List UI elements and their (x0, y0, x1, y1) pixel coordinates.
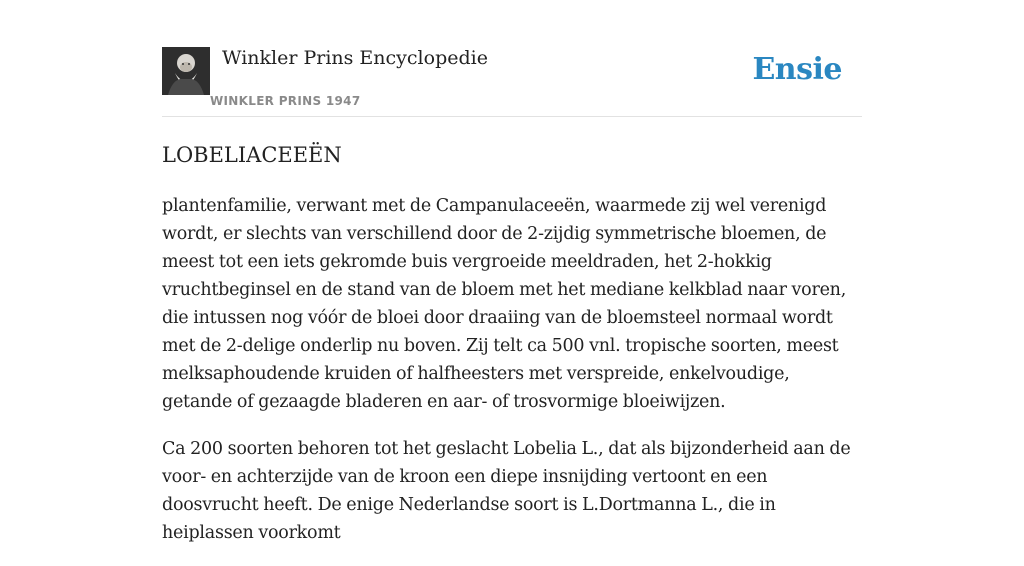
source-label: WINKLER PRINS 1947 (210, 94, 361, 108)
article-paragraph: Ca 200 soorten behoren tot het geslacht Lobelia L., dat als bijzonderheid aan de voor- en achterzijde van de kroon een diepe insnijding vertoont en een doosvrucht heeft. De enige Nederlandse soort is L.Dortmanna L., die in heiplassen voorkomt (162, 439, 851, 543)
article-title: LOBELIACEEËN (162, 143, 342, 167)
article-paragraph: plantenfamilie, verwant met de Campanulaceeën, waarmede zij wel verenigd wordt, er slechts van verschillend door de 2-zijdig symmetrische bloemen, de meest tot een iets gekromde buis vergroeide meeldraden, het 2-hokkig vruchtbeginsel en de stand van de bloem met het mediane kelkblad naar voren, die intussen nog vóór de bloei door draaiing van de bloemsteel normaal wordt met de 2-delige onderlip nu boven. Zij telt ca 500 vnl. tropische soorten, meest melksaphoudende kruiden of halfheesters met verspreide, enkelvoudige, getande of gezaagde bladeren en aar- of trosvormige bloeiwijzen. (162, 196, 847, 412)
page (162, 0, 862, 543)
avatar[interactable] (162, 47, 210, 95)
article-body (162, 192, 862, 566)
site-name[interactable]: Winkler Prins Encyclopedie (222, 47, 488, 69)
header (162, 0, 862, 117)
portrait-icon (162, 47, 210, 95)
brand-logo[interactable]: Ensie (752, 52, 842, 87)
